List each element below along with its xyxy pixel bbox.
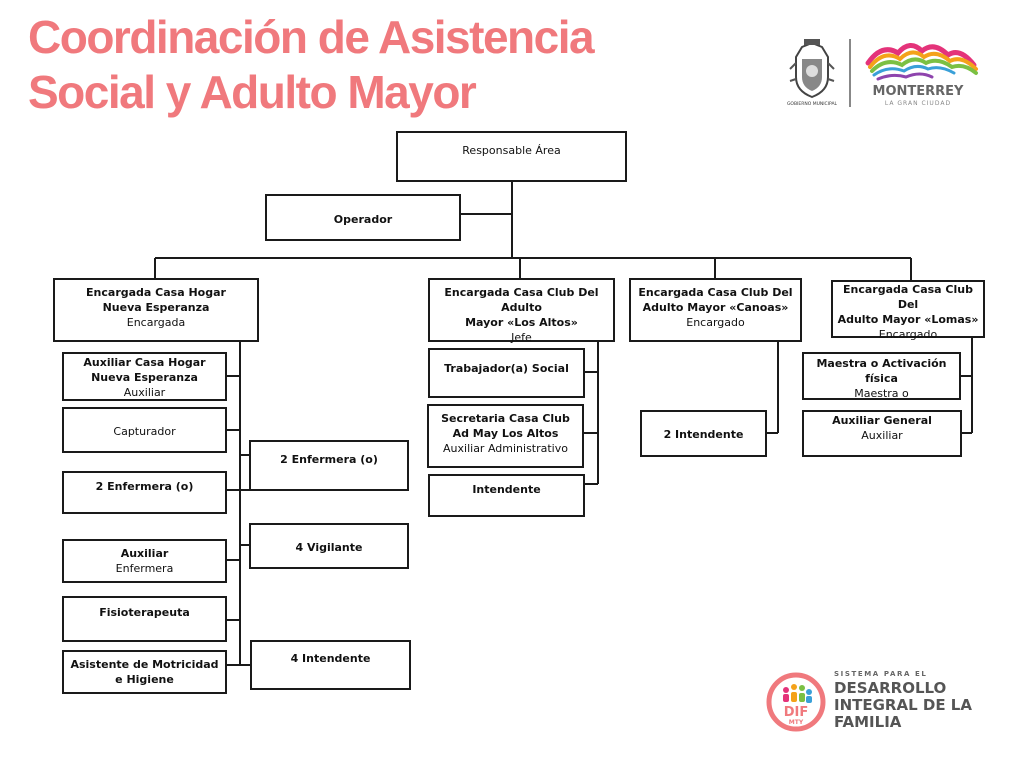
maestra-line1: Maestra o Activación física: [816, 357, 947, 385]
box-enfermera-left: [62, 471, 227, 514]
box-trabajador-social: [428, 348, 585, 398]
canoas-head-line1: Encargada Casa Club Del: [638, 286, 793, 299]
box-intendente-casa-hogar: [250, 640, 411, 690]
auxiliar-general-role: Auxiliar: [861, 429, 903, 442]
secretaria-line1: Secretaria Casa Club: [441, 412, 570, 425]
dif-line-2: INTEGRAL DE LA: [834, 696, 972, 714]
box-auxiliar-enfermera: [62, 539, 227, 583]
lomas-head-line2: Adulto Mayor «Lomas»: [837, 313, 979, 326]
secretaria-role: Auxiliar Administrativo: [443, 442, 568, 455]
dif-badge-icon: [766, 670, 828, 734]
casa-hogar-head-role: Encargada: [126, 316, 186, 329]
secretaria-line2: Ad May Los Altos: [452, 427, 559, 440]
box-responsable-area: [396, 131, 627, 182]
enfermera-right-label: 2 Enfermera (o): [280, 453, 378, 466]
lomas-head-line1: Encargada Casa Club Del: [843, 283, 973, 311]
title-line-1: Coordinación de Asistencia: [28, 11, 594, 63]
aux-casa-hogar-line1: Auxiliar Casa Hogar: [83, 356, 206, 369]
box-secretaria-casa-club: [427, 404, 584, 468]
los-altos-head-role: Jefe: [511, 331, 532, 344]
los-altos-head-line2: Mayor «Los Altos»: [465, 316, 578, 329]
casa-hogar-head-line2: Nueva Esperanza: [102, 301, 210, 314]
asistente-line2: e Higiene: [115, 673, 174, 686]
capturador-label: Capturador: [113, 425, 176, 438]
aux-enfermera-line1: Auxiliar: [120, 547, 169, 560]
enfermera-left-label: 2 Enfermera (o): [95, 480, 194, 493]
municipal-caption: GOBIERNO MUNICIPAL: [786, 102, 838, 107]
box-enfermera-right: [249, 440, 409, 491]
dif-badge-sub: MTY: [788, 719, 804, 726]
box-operador: [265, 194, 461, 241]
box-encargada-lomas: [831, 280, 985, 341]
fisioterapeuta-label: Fisioterapeuta: [99, 606, 190, 619]
box-encargada-canoas: [629, 278, 802, 342]
box-auxiliar-casa-hogar: [62, 352, 227, 401]
box-vigilante: [249, 523, 409, 569]
casa-hogar-head-line1: Encargada Casa Hogar: [86, 286, 226, 299]
box-intendente-los-altos: [428, 474, 585, 517]
box-asistente-motricidad: [62, 650, 227, 694]
box-intendente-canoas: [640, 410, 767, 457]
intendente-canoas-label: 2 Intendente: [663, 428, 744, 441]
city-name: MONTERREY: [872, 84, 964, 99]
dif-wordmark: [834, 668, 972, 731]
vigilante-label: 4 Vigilante: [295, 541, 363, 554]
maestra-role: Maestra o: [854, 387, 909, 400]
box-maestra-activacion: [802, 352, 961, 400]
responsable-label: Responsable Área: [462, 144, 561, 157]
box-auxiliar-general: [802, 410, 962, 457]
operador-label: Operador: [333, 213, 393, 226]
city-tagline: LA GRAN CIUDAD: [884, 100, 952, 107]
intendente-casa-hogar-label: 4 Intendente: [290, 652, 371, 665]
dif-badge-text: DIF: [783, 705, 809, 720]
dif-line-3: FAMILIA: [834, 713, 902, 731]
dif-small-label: SISTEMA PARA EL: [834, 670, 928, 678]
aux-casa-hogar-role: Auxiliar: [123, 386, 166, 399]
dif-logo: [766, 668, 981, 738]
asistente-line1: Asistente de Motricidad: [70, 658, 219, 671]
trabajador-social-label: Trabajador(a) Social: [444, 362, 569, 375]
aux-casa-hogar-line2: Nueva Esperanza: [91, 371, 198, 384]
intendente-los-altos-label: Intendente: [472, 483, 541, 496]
title-line-2: Social y Adulto Mayor: [28, 66, 476, 118]
lomas-head-role: Encargado: [878, 328, 938, 341]
box-encargada-casa-hogar: [53, 278, 259, 342]
box-capturador: [62, 407, 227, 453]
aux-enfermera-line2: Enfermera: [115, 562, 174, 575]
auxiliar-general-line1: Auxiliar General: [832, 414, 932, 427]
box-encargada-los-altos: [428, 278, 615, 342]
canoas-head-role: Encargado: [686, 316, 745, 329]
dif-line-1: DESARROLLO: [834, 679, 947, 697]
canoas-head-line2: Adulto Mayor «Canoas»: [642, 301, 789, 314]
los-altos-head-line1: Encargada Casa Club Del Adulto: [444, 286, 599, 314]
box-fisioterapeuta: [62, 596, 227, 642]
